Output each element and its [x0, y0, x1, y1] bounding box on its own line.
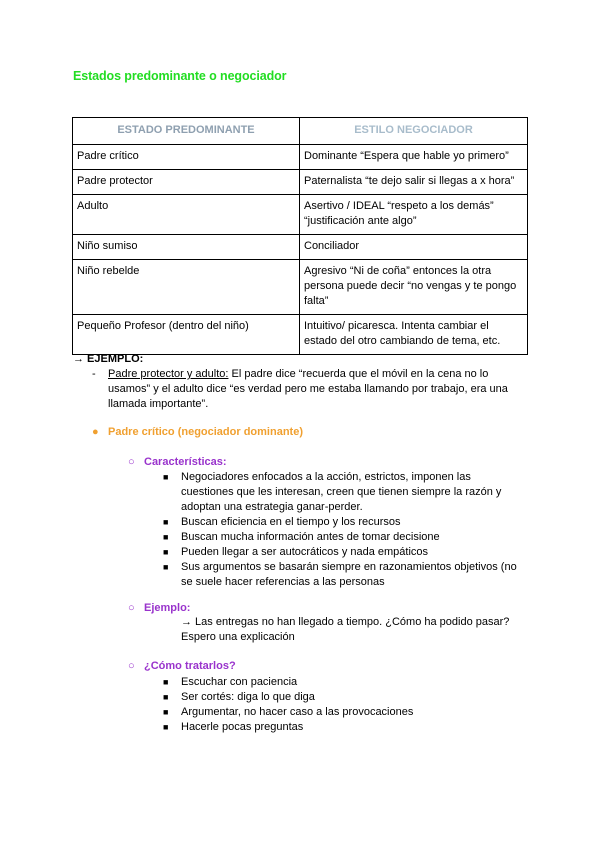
- list-item-text: Buscan mucha información antes de tomar decisione: [181, 531, 440, 543]
- ejemplo-heading: [128, 602, 190, 614]
- table-cell: Asertivo / IDEAL “respeto a los demás” “justificación ante algo”: [300, 195, 528, 235]
- table-cell: Paternalista “te dejo salir si llegas a x hora”: [300, 170, 528, 195]
- table-cell: Dominante “Espera que hable yo primero”: [300, 145, 528, 170]
- list-item: [163, 545, 523, 560]
- list-item-text: Sus argumentos se basarán siempre en razonamientos objetivos (no se suele hacer referencias a las personas: [181, 561, 517, 588]
- list-item: [163, 675, 523, 690]
- table-row: [73, 195, 528, 235]
- table-cell: Niño rebelde: [73, 260, 300, 315]
- table-row: [73, 235, 528, 260]
- list-item: [163, 470, 523, 515]
- table-cell: Agresivo “Ni de coña” entonces la otra persona puede decir “no vengas y te pongo falta”: [300, 260, 528, 315]
- list-item: [163, 560, 523, 590]
- list-item: [163, 515, 523, 530]
- table-cell: Pequeño Profesor (dentro del niño): [73, 315, 300, 355]
- table-row: [73, 170, 528, 195]
- circle-bullet: ○: [128, 602, 135, 614]
- square-bullet: ■: [163, 722, 169, 732]
- list-item: [163, 720, 523, 735]
- list-item-text: Pueden llegar a ser autocráticos y nada empáticos: [181, 546, 429, 558]
- section-heading-text: Padre crítico (negociador dominante): [108, 426, 303, 438]
- table-cell: Padre protector: [73, 170, 300, 195]
- states-table: [72, 117, 528, 355]
- table-row: [73, 260, 528, 315]
- circle-bullet: ○: [128, 660, 135, 672]
- caracteristicas-heading: [128, 456, 227, 468]
- list-item-text: Negociadores enfocados a la acción, estrictos, imponen las cuestiones que les interesan, creen que tienen siempre la razón y adoptan una estrategia ganar-perder.: [181, 471, 502, 513]
- header-estado: ESTADO PREDOMINANTE: [73, 118, 300, 145]
- section-heading: [92, 426, 303, 438]
- table-header-row: [73, 118, 528, 145]
- square-bullet: ■: [163, 472, 169, 482]
- list-item-text: Escuchar con paciencia: [181, 676, 298, 688]
- header-estilo: ESTILO NEGOCIADOR: [300, 118, 528, 145]
- square-bullet: ■: [163, 547, 169, 557]
- example-underlined: Padre protector y adulto:: [108, 368, 229, 380]
- table-row: [73, 315, 528, 355]
- square-bullet: ■: [163, 707, 169, 717]
- dash-bullet: -: [92, 368, 96, 380]
- square-bullet: ■: [163, 692, 169, 702]
- table-cell: Padre crítico: [73, 145, 300, 170]
- list-item-text: Hacerle pocas preguntas: [181, 721, 304, 733]
- table-cell: Intuitivo/ picaresca. Intenta cambiar el estado del otro cambiando de tema, etc.: [300, 315, 528, 355]
- example-heading: → EJEMPLO:: [73, 353, 144, 365]
- example-body: El padre dice “recuerda que el móvil en la cena no lo usamos” y el adulto dice “es verdad pero me estaba llamando por trabajo, era una llamada importante”.: [108, 368, 508, 410]
- square-bullet: ■: [163, 517, 169, 527]
- page-title: Estados predominante o negociador: [73, 69, 287, 83]
- table-cell: Niño sumiso: [73, 235, 300, 260]
- tratarlos-list: [163, 675, 523, 735]
- table-cell: Adulto: [73, 195, 300, 235]
- ejemplo-heading-text: Ejemplo:: [144, 602, 191, 614]
- tratarlos-heading-text: ¿Cómo tratarlos?: [144, 660, 236, 672]
- list-item-text: Ser cortés: diga lo que diga: [181, 691, 315, 703]
- square-bullet: ■: [163, 562, 169, 572]
- caracteristicas-list: [163, 470, 523, 590]
- example-text: [108, 367, 512, 412]
- list-item-text: Buscan eficiencia en el tiempo y los recursos: [181, 516, 401, 528]
- list-item: [163, 705, 523, 720]
- ejemplo-text: → Las entregas no han llegado a tiempo. ¿Cómo ha podido pasar? Espero una explicación: [181, 616, 510, 643]
- tratarlos-heading: [128, 660, 236, 672]
- square-bullet: ■: [163, 677, 169, 687]
- list-item-text: Argumentar, no hacer caso a las provocaciones: [181, 706, 414, 718]
- square-bullet: ■: [163, 532, 169, 542]
- list-item: [163, 530, 523, 545]
- table-cell: Conciliador: [300, 235, 528, 260]
- list-item: [163, 690, 523, 705]
- table-row: [73, 145, 528, 170]
- circle-bullet: ○: [128, 456, 135, 468]
- caracteristicas-heading-text: Características:: [144, 456, 227, 468]
- example-item: [92, 367, 512, 412]
- dot-bullet: ●: [92, 426, 99, 438]
